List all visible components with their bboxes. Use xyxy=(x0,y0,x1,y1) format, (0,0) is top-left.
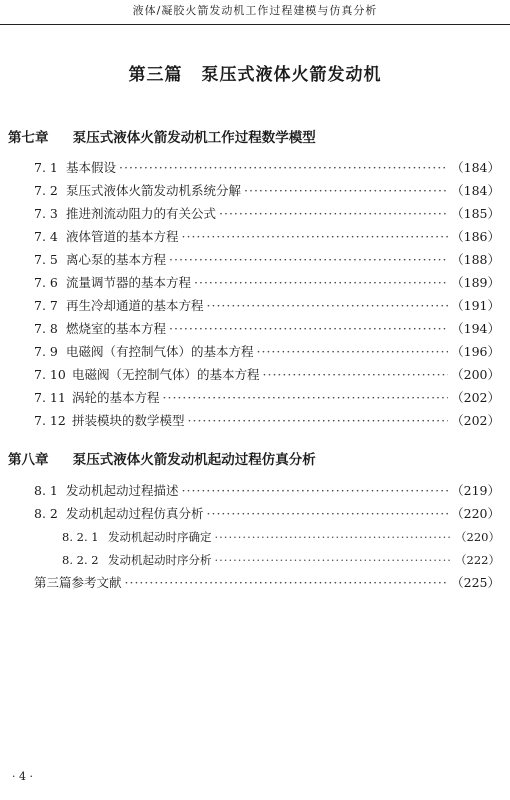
toc-entry[interactable] xyxy=(34,341,500,363)
leader-dots xyxy=(182,480,449,502)
section-number: 7. 6 xyxy=(34,275,58,290)
toc-subentry[interactable] xyxy=(62,549,500,571)
toc-entry[interactable] xyxy=(34,249,500,271)
page-ref: （189） xyxy=(451,275,500,290)
section-number: 7. 11 xyxy=(34,390,66,405)
subsection-title: 发动机起动时序分析 xyxy=(108,553,212,567)
page-ref: （219） xyxy=(451,483,500,498)
section-title: 流量调节器的基本方程 xyxy=(66,275,192,290)
subsection-number: 8. 2. 1 xyxy=(62,530,99,544)
page-ref: （188） xyxy=(451,252,500,267)
references-title: 第三篇参考文献 xyxy=(34,575,122,590)
leader-dots xyxy=(219,203,448,225)
section-number: 7. 1 xyxy=(34,160,58,175)
leader-dots xyxy=(163,387,449,409)
subsection-number: 8. 2. 2 xyxy=(62,553,99,567)
section-number: 7. 12 xyxy=(34,413,66,428)
section-title: 泵压式液体火箭发动机系统分解 xyxy=(66,183,242,198)
running-header xyxy=(0,0,510,25)
toc-entry[interactable] xyxy=(34,318,500,340)
page-ref: （200） xyxy=(451,367,500,382)
section-title: 电磁阀（无控制气体）的基本方程 xyxy=(72,367,260,382)
section-title: 液体管道的基本方程 xyxy=(66,229,179,244)
page-ref: （185） xyxy=(451,206,500,221)
toc-entry[interactable] xyxy=(34,410,500,432)
section-title: 再生冷却通道的基本方程 xyxy=(66,298,204,313)
part-title xyxy=(0,60,510,85)
section-number: 7. 7 xyxy=(34,298,58,313)
page-ref: （225） xyxy=(451,575,500,590)
section-title: 发动机起动过程描述 xyxy=(66,483,179,498)
leader-dots xyxy=(207,503,449,525)
leader-dots xyxy=(119,157,448,179)
page-ref: （191） xyxy=(451,298,500,313)
leader-dots xyxy=(125,572,449,594)
toc-entry[interactable] xyxy=(34,480,500,502)
section-title: 离心泵的基本方程 xyxy=(66,252,167,267)
toc-entry[interactable] xyxy=(34,364,500,386)
section-number: 8. 2 xyxy=(34,506,58,521)
leader-dots xyxy=(244,180,448,202)
running-header-title: 液体/凝胶火箭发动机工作过程建模与仿真分析 xyxy=(132,4,378,17)
page-ref: （202） xyxy=(451,413,500,428)
part-name: 泵压式液体火箭发动机 xyxy=(201,65,382,85)
section-number: 7. 5 xyxy=(34,252,58,267)
section-number: 7. 3 xyxy=(34,206,58,221)
page-ref: （184） xyxy=(451,160,500,175)
toc-entry[interactable] xyxy=(34,272,500,294)
page-number: · 4 · xyxy=(12,770,33,783)
section-title: 电磁阀（有控制气体）的基本方程 xyxy=(66,344,254,359)
leader-dots xyxy=(182,226,449,248)
page-ref: （196） xyxy=(451,344,500,359)
section-title: 拼装模块的数学模型 xyxy=(72,413,185,428)
toc-entry[interactable] xyxy=(34,295,500,317)
part-label: 第三篇 xyxy=(128,65,183,85)
leader-dots xyxy=(215,526,453,548)
page-ref: （220） xyxy=(455,530,500,544)
section-number: 8. 1 xyxy=(34,483,58,498)
chapter-heading[interactable] xyxy=(8,448,316,468)
page-ref: （194） xyxy=(451,321,500,336)
page-ref: （220） xyxy=(451,506,500,521)
section-title: 燃烧室的基本方程 xyxy=(66,321,167,336)
subsection-title: 发动机起动时序确定 xyxy=(108,530,212,544)
leader-dots xyxy=(257,341,449,363)
toc-entry[interactable] xyxy=(34,157,500,179)
page-ref: （222） xyxy=(455,553,500,567)
section-title: 发动机起动过程仿真分析 xyxy=(66,506,204,521)
chapter-number: 第七章 xyxy=(8,130,49,146)
chapter-title: 泵压式液体火箭发动机工作过程数学模型 xyxy=(72,130,316,146)
leader-dots xyxy=(169,249,448,271)
section-number: 7. 10 xyxy=(34,367,66,382)
section-number: 7. 2 xyxy=(34,183,58,198)
page-ref: （202） xyxy=(451,390,500,405)
leader-dots xyxy=(207,295,449,317)
page-ref: （184） xyxy=(451,183,500,198)
chapter-heading[interactable] xyxy=(8,126,316,146)
chapter-number: 第八章 xyxy=(8,452,49,468)
section-title: 基本假设 xyxy=(66,160,117,175)
leader-dots xyxy=(215,549,453,571)
toc-subentry[interactable] xyxy=(62,526,500,548)
toc-entry[interactable] xyxy=(34,226,500,248)
toc-entry[interactable] xyxy=(34,180,500,202)
page-ref: （186） xyxy=(451,229,500,244)
chapter-title: 泵压式液体火箭发动机起动过程仿真分析 xyxy=(72,452,316,468)
leader-dots xyxy=(169,318,448,340)
section-title: 涡轮的基本方程 xyxy=(72,390,160,405)
toc-references-entry[interactable] xyxy=(34,572,500,594)
leader-dots xyxy=(194,272,448,294)
toc-entry[interactable] xyxy=(34,503,500,525)
toc-entry[interactable] xyxy=(34,203,500,225)
toc-entry[interactable] xyxy=(34,387,500,409)
leader-dots xyxy=(188,410,449,432)
section-number: 7. 9 xyxy=(34,344,58,359)
section-title: 推进剂流动阻力的有关公式 xyxy=(66,206,217,221)
section-number: 7. 4 xyxy=(34,229,58,244)
leader-dots xyxy=(263,364,449,386)
section-number: 7. 8 xyxy=(34,321,58,336)
